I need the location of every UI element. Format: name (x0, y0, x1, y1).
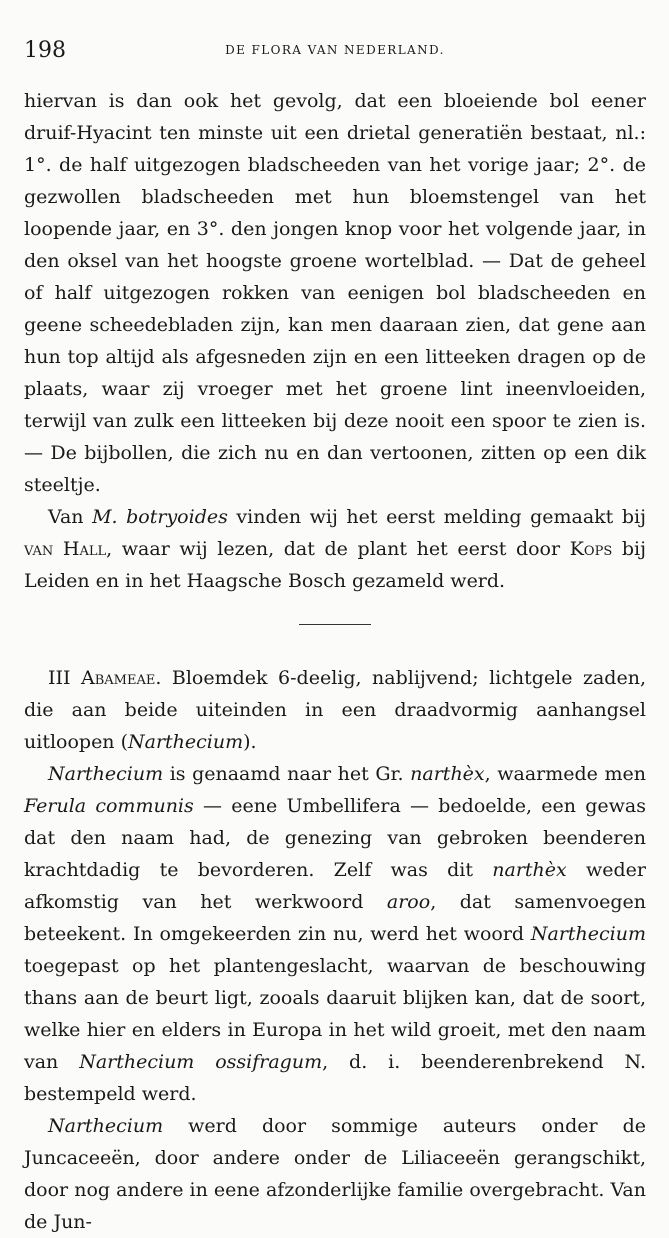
tribe-name: Abameae. (81, 667, 162, 689)
author-name: Kops (569, 538, 613, 560)
text-run: vinden wij het eerst melding gemaakt bij (227, 506, 646, 528)
species-name: Narthecium ossifragum (79, 1051, 323, 1073)
genus-name: Narthecium (530, 923, 646, 945)
paragraph-muscari-bulb (24, 85, 646, 501)
paragraph-botryoides (24, 501, 646, 597)
text-run: ). (243, 731, 257, 753)
page-number: 198 (24, 38, 66, 63)
paragraph-narthecium-classification (24, 1110, 646, 1238)
text-run: III (48, 667, 82, 689)
text-run: toegepast op het plantengeslacht, waarvan de beschouwing thans aan de beurt ligt, zooals daaruit blijken kan, dat de soort, welke hier en elders in Europa in het wild groeit, met den naam van (24, 955, 646, 1073)
text-run: , d. i. beenderenbrekend N. bestempeld werd. (24, 1051, 646, 1105)
greek-word: narthèx (410, 763, 485, 785)
running-title: DE FLORA VAN NEDERLAND. (225, 43, 445, 57)
page-header (24, 38, 646, 68)
text-run: , dat samenvoegen beteekent. In omgekeerden zin nu, werd het woord (24, 891, 647, 945)
author-name: van Hall (24, 538, 107, 560)
text-run: — eene Umbellifera — bedoelde, een gewas dat den naam had, de genezing van gebroken beenderen krachtdadig te bevorderen. Zelf was dit (24, 795, 646, 881)
species-name: Ferula communis (24, 795, 194, 817)
text-run: Van (48, 506, 93, 528)
text-run: is genaamd naar het Gr. (163, 763, 411, 785)
greek-word: aroo (386, 891, 431, 913)
species-name: M. botryoides (92, 506, 228, 528)
text-run: , waar wij lezen, dat de plant het eerst door (106, 538, 570, 560)
greek-word: narthèx (492, 859, 567, 881)
section-divider (299, 624, 371, 625)
genus-name: Narthecium (48, 1115, 164, 1137)
paragraph-narthecium-etymology (24, 758, 646, 1110)
text-run: bij Leiden en in het Haagsche Bosch gezameld werd. (24, 538, 646, 592)
genus-name: Narthecium (128, 731, 244, 753)
paragraph-abameae (24, 662, 646, 758)
text-run: weder afkomstig van het werkwoord (24, 859, 646, 913)
text-run: , waarmede men (484, 763, 646, 785)
page-body (24, 85, 646, 1238)
genus-name: Narthecium (48, 763, 164, 785)
text-run: hiervan is dan ook het gevolg, dat een bloeiende bol eener druif-Hyacint ten minste uit een drietal generatiën bestaat, nl.: 1°. de half uitgezogen bladscheeden van het vorige jaar; 2°. de gezwollen bladscheeden met hun bloemstengel van het loopende jaar, en 3°. den jongen knop voor het volgende jaar, in den oksel van het hoogste groene wortelblad. — Dat de geheel of half uitgezogen rokken van eenigen bol bladscheeden en geene scheedebladen zijn, kan men daaraan zien, dat gene aan hun top altijd als afgesneden zijn en een litteeken dragen op de plaats, waar zij vroeger met het groene lint ineenvloeiden, terwijl van zulk een litteeken bij deze nooit een spoor te zien is. — De bijbollen, die zich nu en dan vertoonen, zitten op een dik steeltje. (24, 90, 646, 496)
text-run: Bloemdek 6-deelig, nablijvend; lichtgele zaden, die aan beide uiteinden in een draadvormig aanhangsel uitloopen ( (24, 667, 646, 753)
text-run: werd door sommige auteurs onder de Juncaceeën, door andere onder de Liliaceeën gerangschikt, door nog andere in eene afzonderlijke familie overgebracht. Van de Jun- (24, 1115, 646, 1233)
